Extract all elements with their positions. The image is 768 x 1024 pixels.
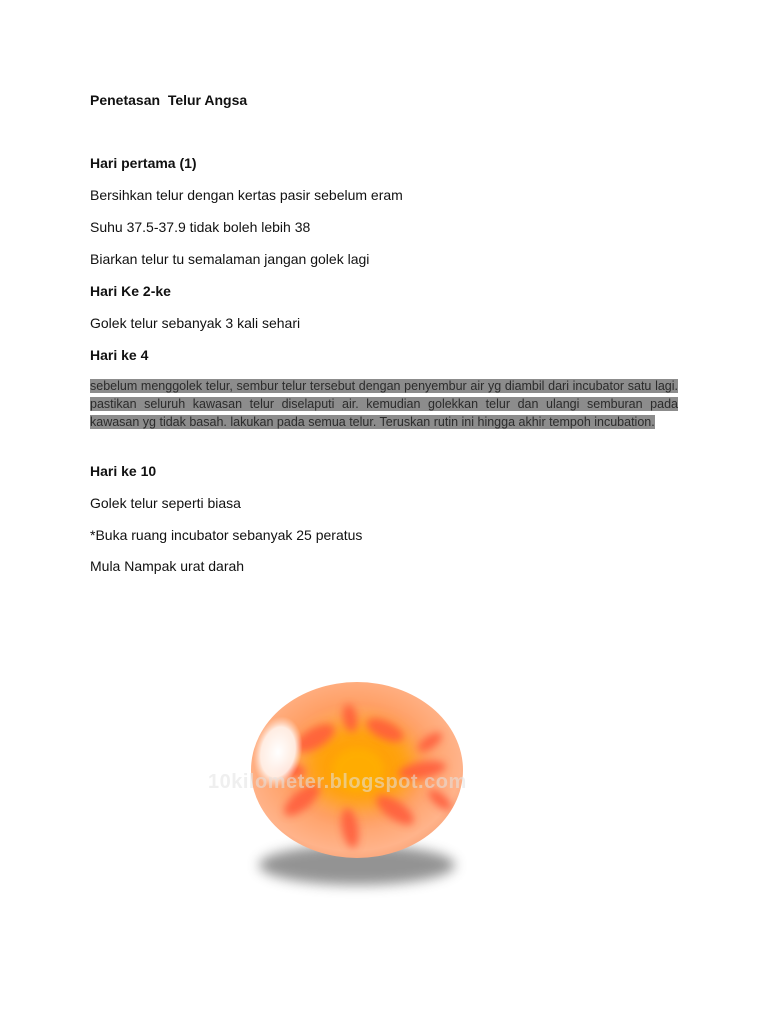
day2-line: Golek telur sebanyak 3 kali sehari — [90, 315, 301, 331]
day2-heading: Hari Ke 2-ke — [90, 283, 171, 299]
day10-heading: Hari ke 10 — [90, 463, 157, 479]
day1-line: Bersihkan telur dengan kertas pasir sebelum eram — [90, 187, 403, 203]
day4-highlighted-paragraph — [90, 377, 678, 432]
day4-heading: Hari ke 4 — [90, 347, 149, 363]
day1-line: Suhu 37.5-37.9 tidak boleh lebih 38 — [90, 219, 311, 235]
day1-heading: Hari pertama (1) — [90, 155, 197, 171]
day4-paragraph-text: sebelum menggolek telur, sembur telur tersebut dengan penyembur air yg diambil dari incubator satu lagi. pastikan seluruh kawasan telur diselaputi air. kemudian golekkan telur dan ulangi semburan pada kawasan yg tidak basah. lakukan pada semua telur. Teruskan rutin ini hingga akhir tempoh incubation. — [90, 379, 678, 430]
day10-line: Mula Nampak urat darah — [90, 558, 245, 574]
document-title: Penetasan Telur Angsa — [90, 92, 248, 108]
day1-line: Biarkan telur tu semalaman jangan golek lagi — [90, 251, 370, 267]
day10-line: *Buka ruang incubator sebanyak 25 peratus — [90, 527, 363, 543]
day10-line: Golek telur seperti biasa — [90, 495, 241, 511]
watermark-text: 10kilometer.blogspot.com — [208, 771, 467, 793]
